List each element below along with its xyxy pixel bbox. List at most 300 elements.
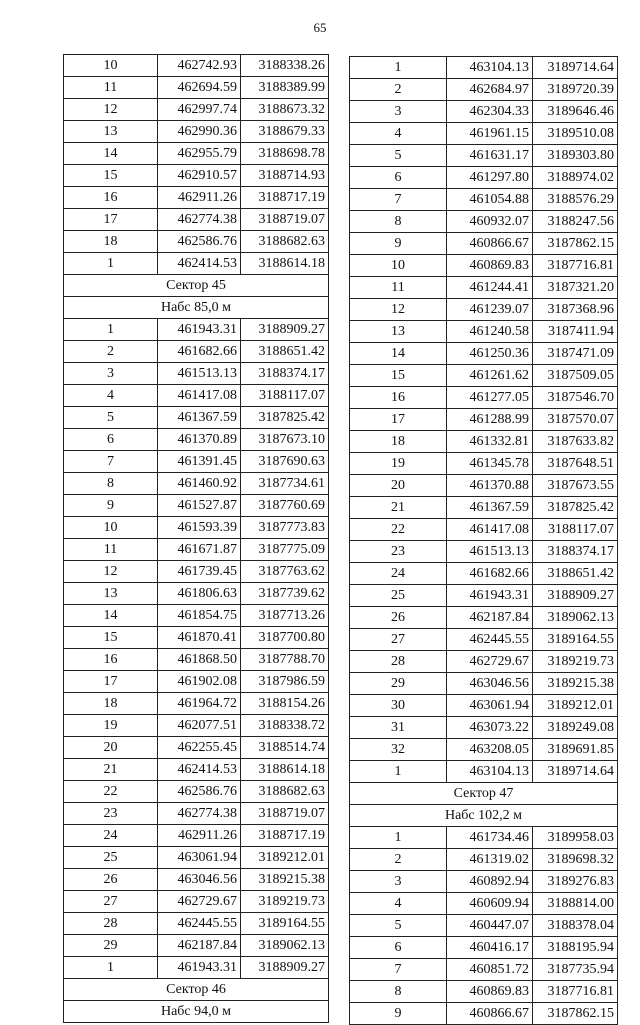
coordinate-y: 3188974.02: [533, 167, 618, 189]
coordinate-x: 461391.45: [158, 451, 241, 473]
point-number: 19: [350, 453, 447, 475]
point-number: 6: [64, 429, 158, 451]
point-number: 23: [350, 541, 447, 563]
point-number: 8: [350, 981, 447, 1003]
coordinate-y: 3187690.63: [241, 451, 329, 473]
coordinate-x: 461370.88: [447, 475, 533, 497]
coordinate-x: 461631.17: [447, 145, 533, 167]
sector-header-row: [64, 275, 329, 297]
coordinate-x: 461870.41: [158, 627, 241, 649]
point-number: 20: [64, 737, 158, 759]
coordinate-y: 3189164.55: [241, 913, 329, 935]
table-row: [350, 57, 618, 79]
table-row: [64, 165, 329, 187]
coordinate-x: 460866.67: [447, 233, 533, 255]
coordinate-y: 3187862.15: [533, 1003, 618, 1025]
coordinate-y: 3189062.13: [533, 607, 618, 629]
coordinate-x: 461868.50: [158, 649, 241, 671]
point-number: 10: [350, 255, 447, 277]
sector-header: Сектор 45: [64, 275, 329, 297]
point-number: 14: [64, 143, 158, 165]
point-number: 2: [64, 341, 158, 363]
coordinate-y: 3189219.73: [241, 891, 329, 913]
coordinate-y: 3187321.20: [533, 277, 618, 299]
table-row: [64, 143, 329, 165]
coordinate-x: 461460.92: [158, 473, 241, 495]
coordinate-x: 462910.57: [158, 165, 241, 187]
point-number: 1: [350, 827, 447, 849]
coordinate-y: 3187862.15: [533, 233, 618, 255]
point-number: 6: [350, 167, 447, 189]
point-number: 7: [350, 959, 447, 981]
table-row: [350, 453, 618, 475]
coordinate-y: 3188719.07: [241, 803, 329, 825]
table-row: [64, 759, 329, 781]
point-number: 12: [64, 99, 158, 121]
point-number: 15: [64, 627, 158, 649]
point-number: 11: [350, 277, 447, 299]
coordinate-y: 3187825.42: [241, 407, 329, 429]
coordinate-y: 3189714.64: [533, 761, 618, 783]
coordinate-y: 3188714.93: [241, 165, 329, 187]
point-number: 9: [350, 1003, 447, 1025]
table-row: [64, 869, 329, 891]
coordinate-y: 3188117.07: [241, 385, 329, 407]
coordinate-x: 461739.45: [158, 561, 241, 583]
coordinate-y: 3188909.27: [241, 957, 329, 979]
point-number: 17: [350, 409, 447, 431]
point-number: 1: [350, 57, 447, 79]
coordinate-x: 463046.56: [447, 673, 533, 695]
table-row: [64, 671, 329, 693]
coordinate-x: 461417.08: [447, 519, 533, 541]
point-number: 27: [64, 891, 158, 913]
coordinate-y: 3188682.63: [241, 231, 329, 253]
coordinate-x: 462255.45: [158, 737, 241, 759]
table-row: [64, 407, 329, 429]
table-row: [64, 341, 329, 363]
coordinate-x: 461682.66: [158, 341, 241, 363]
coordinate-y: 3187509.05: [533, 365, 618, 387]
coordinate-x: 461943.31: [158, 319, 241, 341]
table-row: [64, 891, 329, 913]
point-number: 18: [64, 231, 158, 253]
point-number: 1: [350, 761, 447, 783]
point-number: 5: [350, 145, 447, 167]
coordinate-x: 461943.31: [447, 585, 533, 607]
point-number: 10: [64, 517, 158, 539]
coordinate-x: 462586.76: [158, 231, 241, 253]
table-row: [64, 495, 329, 517]
coordinate-x: 461417.08: [158, 385, 241, 407]
table-row: [64, 693, 329, 715]
coordinate-y: 3189714.64: [533, 57, 618, 79]
coordinate-x: 461297.80: [447, 167, 533, 189]
point-number: 29: [64, 935, 158, 957]
point-number: 31: [350, 717, 447, 739]
table-row: [350, 321, 618, 343]
point-number: 19: [64, 715, 158, 737]
table-row: [64, 847, 329, 869]
coordinate-x: 462445.55: [158, 913, 241, 935]
coordinates-table-right: [349, 56, 618, 1025]
table-row: [64, 55, 329, 77]
table-row: [350, 871, 618, 893]
coordinate-x: 462955.79: [158, 143, 241, 165]
table-row: [350, 431, 618, 453]
coordinate-y: 3189215.38: [533, 673, 618, 695]
table-row: [64, 605, 329, 627]
point-number: 20: [350, 475, 447, 497]
point-number: 4: [350, 893, 447, 915]
table-row: [64, 627, 329, 649]
coordinate-x: 461345.78: [447, 453, 533, 475]
coordinate-y: 3188614.18: [241, 759, 329, 781]
coordinate-x: 462997.74: [158, 99, 241, 121]
coordinate-x: 463104.13: [447, 761, 533, 783]
coordinate-y: 3187716.81: [533, 981, 618, 1003]
coordinate-x: 462414.53: [158, 253, 241, 275]
table-row: [64, 913, 329, 935]
table-row: [350, 79, 618, 101]
coordinate-x: 460609.94: [447, 893, 533, 915]
coordinate-y: 3189646.46: [533, 101, 618, 123]
coordinate-y: 3187713.26: [241, 605, 329, 627]
coordinate-y: 3188117.07: [533, 519, 618, 541]
point-number: 13: [350, 321, 447, 343]
coordinate-x: 460869.83: [447, 255, 533, 277]
coordinate-x: 462586.76: [158, 781, 241, 803]
table-row: [64, 649, 329, 671]
point-number: 14: [64, 605, 158, 627]
coordinate-y: 3189958.03: [533, 827, 618, 849]
coordinate-y: 3188682.63: [241, 781, 329, 803]
point-number: 5: [350, 915, 447, 937]
coordinate-x: 461250.36: [447, 343, 533, 365]
coordinate-y: 3187570.07: [533, 409, 618, 431]
coordinate-x: 463061.94: [447, 695, 533, 717]
point-number: 3: [64, 363, 158, 385]
point-number: 2: [350, 849, 447, 871]
table-row: [350, 739, 618, 761]
coordinate-y: 3187411.94: [533, 321, 618, 343]
point-number: 1: [64, 253, 158, 275]
coordinate-x: 461332.81: [447, 431, 533, 453]
table-row: [64, 737, 329, 759]
coordinate-y: 3187986.59: [241, 671, 329, 693]
coordinate-x: 461370.89: [158, 429, 241, 451]
coordinate-x: 461964.72: [158, 693, 241, 715]
table-row: [350, 1003, 618, 1025]
table-row: [64, 99, 329, 121]
sector-header-row: [350, 805, 618, 827]
point-number: 28: [64, 913, 158, 935]
coordinate-x: 461527.87: [158, 495, 241, 517]
table-row: [350, 629, 618, 651]
coordinates-table-left-body: [64, 55, 329, 1023]
coordinate-y: 3189720.39: [533, 79, 618, 101]
coordinate-y: 3188719.07: [241, 209, 329, 231]
coordinate-x: 462694.59: [158, 77, 241, 99]
point-number: 21: [64, 759, 158, 781]
coordinate-y: 3188651.42: [533, 563, 618, 585]
sector-header-row: [64, 979, 329, 1001]
point-number: 28: [350, 651, 447, 673]
table-row: [350, 959, 618, 981]
coordinate-y: 3189691.85: [533, 739, 618, 761]
point-number: 29: [350, 673, 447, 695]
point-number: 1: [64, 319, 158, 341]
table-row: [350, 827, 618, 849]
table-row: [350, 409, 618, 431]
coordinate-y: 3188909.27: [241, 319, 329, 341]
sector-header: Набс 94,0 м: [64, 1001, 329, 1023]
coordinate-y: 3188673.32: [241, 99, 329, 121]
table-row: [64, 319, 329, 341]
coordinate-y: 3187546.70: [533, 387, 618, 409]
coordinate-y: 3189698.32: [533, 849, 618, 871]
coordinate-x: 462304.33: [447, 101, 533, 123]
coordinate-y: 3188374.17: [533, 541, 618, 563]
point-number: 30: [350, 695, 447, 717]
point-number: 11: [64, 77, 158, 99]
coordinate-y: 3189510.08: [533, 123, 618, 145]
coordinate-x: 462187.84: [447, 607, 533, 629]
coordinate-x: 461367.59: [158, 407, 241, 429]
coordinate-x: 461902.08: [158, 671, 241, 693]
table-row: [64, 121, 329, 143]
coordinate-x: 462684.97: [447, 79, 533, 101]
coordinate-x: 462077.51: [158, 715, 241, 737]
coordinate-y: 3188247.56: [533, 211, 618, 233]
table-row: [64, 451, 329, 473]
coordinate-y: 3188338.72: [241, 715, 329, 737]
coordinate-y: 3189215.38: [241, 869, 329, 891]
coordinate-x: 462742.93: [158, 55, 241, 77]
point-number: 3: [350, 101, 447, 123]
coordinate-y: 3187673.55: [533, 475, 618, 497]
coordinate-x: 461961.15: [447, 123, 533, 145]
coordinate-x: 461682.66: [447, 563, 533, 585]
point-number: 7: [350, 189, 447, 211]
sector-header: Сектор 46: [64, 979, 329, 1001]
table-row: [64, 473, 329, 495]
table-row: [64, 935, 329, 957]
point-number: 9: [64, 495, 158, 517]
coordinate-x: 462414.53: [158, 759, 241, 781]
coordinate-x: 461244.41: [447, 277, 533, 299]
coordinate-y: 3188909.27: [533, 585, 618, 607]
table-row: [64, 825, 329, 847]
coordinate-y: 3188576.29: [533, 189, 618, 211]
coordinate-y: 3188378.04: [533, 915, 618, 937]
point-number: 3: [350, 871, 447, 893]
coordinate-y: 3188698.78: [241, 143, 329, 165]
coordinate-y: 3189212.01: [241, 847, 329, 869]
point-number: 17: [64, 671, 158, 693]
table-row: [350, 277, 618, 299]
point-number: 15: [64, 165, 158, 187]
coordinate-y: 3188814.00: [533, 893, 618, 915]
coordinate-x: 461513.13: [447, 541, 533, 563]
coordinates-table-right-body: [350, 57, 618, 1025]
table-row: [64, 429, 329, 451]
table-row: [350, 211, 618, 233]
coordinate-y: 3187763.62: [241, 561, 329, 583]
table-row: [350, 585, 618, 607]
sector-header-row: [64, 1001, 329, 1023]
point-number: 12: [350, 299, 447, 321]
coordinate-x: 461367.59: [447, 497, 533, 519]
coordinate-x: 463073.22: [447, 717, 533, 739]
table-row: [350, 541, 618, 563]
coordinate-x: 462729.67: [158, 891, 241, 913]
coordinate-x: 461593.39: [158, 517, 241, 539]
coordinate-y: 3188717.19: [241, 187, 329, 209]
point-number: 21: [350, 497, 447, 519]
coordinate-y: 3187775.09: [241, 539, 329, 561]
coordinate-x: 462729.67: [447, 651, 533, 673]
point-number: 16: [64, 649, 158, 671]
coordinate-x: 461734.46: [447, 827, 533, 849]
table-row: [64, 539, 329, 561]
table-row: [350, 937, 618, 959]
point-number: 6: [350, 937, 447, 959]
coordinate-y: 3188338.26: [241, 55, 329, 77]
coordinate-y: 3187700.80: [241, 627, 329, 649]
coordinate-x: 460851.72: [447, 959, 533, 981]
table-row: [350, 915, 618, 937]
table-row: [350, 145, 618, 167]
coordinate-x: 463208.05: [447, 739, 533, 761]
coordinate-x: 462911.26: [158, 825, 241, 847]
coordinate-x: 460416.17: [447, 937, 533, 959]
coordinate-y: 3189062.13: [241, 935, 329, 957]
coordinate-y: 3189212.01: [533, 695, 618, 717]
coordinate-x: 463061.94: [158, 847, 241, 869]
table-row: [350, 255, 618, 277]
table-row: [64, 583, 329, 605]
point-number: 11: [64, 539, 158, 561]
table-row: [350, 475, 618, 497]
coordinate-y: 3188679.33: [241, 121, 329, 143]
point-number: 8: [64, 473, 158, 495]
table-row: [64, 781, 329, 803]
table-row: [64, 209, 329, 231]
table-row: [64, 187, 329, 209]
table-row: [64, 77, 329, 99]
sector-header-row: [64, 297, 329, 319]
coordinate-x: 460932.07: [447, 211, 533, 233]
point-number: 16: [350, 387, 447, 409]
table-row: [350, 299, 618, 321]
coordinate-x: 461943.31: [158, 957, 241, 979]
coordinate-x: 463104.13: [447, 57, 533, 79]
coordinate-y: 3187739.62: [241, 583, 329, 605]
point-number: 27: [350, 629, 447, 651]
table-row: [350, 365, 618, 387]
table-row: [350, 849, 618, 871]
point-number: 12: [64, 561, 158, 583]
sector-header: Набс 85,0 м: [64, 297, 329, 319]
point-number: 25: [350, 585, 447, 607]
coordinate-y: 3187734.61: [241, 473, 329, 495]
table-row: [350, 167, 618, 189]
coordinate-y: 3187673.10: [241, 429, 329, 451]
table-row: [350, 717, 618, 739]
point-number: 24: [64, 825, 158, 847]
point-number: 13: [64, 583, 158, 605]
coordinate-x: 461240.58: [447, 321, 533, 343]
point-number: 15: [350, 365, 447, 387]
table-row: [350, 189, 618, 211]
point-number: 25: [64, 847, 158, 869]
coordinate-x: 460869.83: [447, 981, 533, 1003]
coordinate-x: 463046.56: [158, 869, 241, 891]
coordinate-y: 3189303.80: [533, 145, 618, 167]
coordinate-x: 462445.55: [447, 629, 533, 651]
coordinate-y: 3188717.19: [241, 825, 329, 847]
coordinate-x: 460447.07: [447, 915, 533, 937]
table-row: [350, 761, 618, 783]
coordinate-x: 461261.62: [447, 365, 533, 387]
coordinate-y: 3187760.69: [241, 495, 329, 517]
table-row: [64, 957, 329, 979]
coordinate-y: 3189219.73: [533, 651, 618, 673]
point-number: 17: [64, 209, 158, 231]
point-number: 18: [350, 431, 447, 453]
table-row: [64, 363, 329, 385]
coordinate-y: 3187633.82: [533, 431, 618, 453]
table-row: [64, 715, 329, 737]
coordinate-y: 3187773.83: [241, 517, 329, 539]
point-number: 14: [350, 343, 447, 365]
table-row: [350, 497, 618, 519]
coordinate-y: 3187648.51: [533, 453, 618, 475]
point-number: 1: [64, 957, 158, 979]
coordinate-x: 462774.38: [158, 803, 241, 825]
point-number: 26: [350, 607, 447, 629]
table-row: [350, 651, 618, 673]
coordinate-x: 462911.26: [158, 187, 241, 209]
coordinate-y: 3188651.42: [241, 341, 329, 363]
table-row: [350, 123, 618, 145]
coordinate-x: 461513.13: [158, 363, 241, 385]
point-number: 23: [64, 803, 158, 825]
table-row: [64, 385, 329, 407]
coordinate-x: 461671.87: [158, 539, 241, 561]
table-row: [350, 387, 618, 409]
coordinate-x: 461319.02: [447, 849, 533, 871]
point-number: 16: [64, 187, 158, 209]
point-number: 26: [64, 869, 158, 891]
point-number: 18: [64, 693, 158, 715]
coordinate-y: 3189276.83: [533, 871, 618, 893]
point-number: 7: [64, 451, 158, 473]
table-row: [64, 561, 329, 583]
coordinate-y: 3189164.55: [533, 629, 618, 651]
page-number: 65: [313, 20, 327, 35]
coordinate-x: 461239.07: [447, 299, 533, 321]
coordinates-table-left: [63, 54, 329, 1023]
point-number: 2: [350, 79, 447, 101]
coordinate-x: 461277.05: [447, 387, 533, 409]
coordinate-y: 3188614.18: [241, 253, 329, 275]
table-row: [64, 253, 329, 275]
coordinate-y: 3188514.74: [241, 737, 329, 759]
table-row: [350, 343, 618, 365]
point-number: 8: [350, 211, 447, 233]
